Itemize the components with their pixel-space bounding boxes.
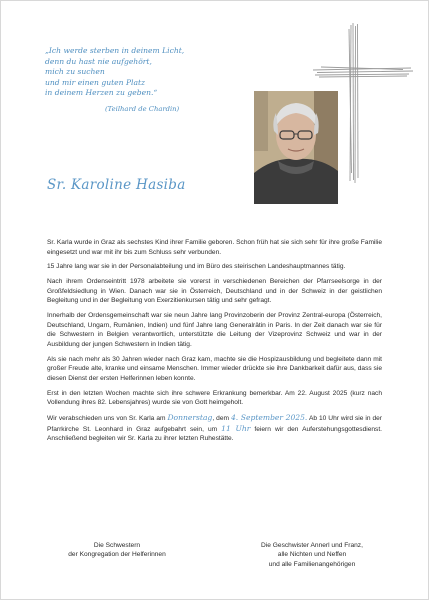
quote-author: (Teilhard de Chardin) [105,104,180,113]
farewell-text: , dem [212,415,231,423]
funeral-day: Donnerstag [167,413,213,423]
paragraph: Erst in den letzten Wochen machte sich ihre schwere Erkrankung bemerkbar. Am 22. August 2025 (kurz nach Vollendung ihres 82. Lebensjahres) wurde sie von Gott heimgeholt. [47,389,382,407]
farewell-text: feiern wir den Auferstehungsgottesdienst. Anschließend begleiten wir Sr. Karla zu ihrer letzten Ruhestätte. [47,425,383,443]
farewell-text: Ab 10 Uhr wird sie in der Pfarrkirche St. Leonhard in Graz aufgebahrt sein, um [47,415,382,433]
funeral-time: 11 Uhr [221,423,251,433]
signature-family [237,541,387,569]
portrait-photo [254,91,338,204]
signature-line: Die Schwestern [93,542,141,549]
funeral-date: 4. September 2025. [230,413,308,423]
signature-line: der Kongregation der Helferinnen [68,551,166,559]
paragraph: Als sie nach mehr als 30 Jahren wieder nach Graz kam, machte sie die Hospizausbildung und begleitete dann mit großer Freude alte, kranke und einsame Menschen. Immer wieder drückte sie ihre Dankbarkeit dafür aus, dass sie diesen Dienst der ersten Helferinnen leben konnte. [47,355,382,382]
quote-line: und mir einen guten Platz [45,77,146,87]
signature-line: alle Nichten und Neffen [277,551,347,559]
obituary-text [47,238,382,449]
paragraph: Nach ihrem Ordenseintritt 1978 arbeitete sie vorerst in verschiedenen Bereichen der Pfarrseelsorge in der Großfeldsiedlung in Wien. Danach war sie in Österreich, Deutschland und in der Schweiz in der geistlichen Begleitung und in der Begleitung von Exerzitienkursen tätig und sehr gefragt. [47,278,382,305]
quote-line: mich zu suchen [45,67,105,77]
deceased-name: Sr. Karoline Hasiba [47,177,186,193]
quote-line: in deinem Herzen zu geben.“ [45,88,158,98]
paragraph: 15 Jahre lang war sie in der Personalabteilung und im Büro des steirischen Landeshauptmannes tätig. [47,263,346,271]
farewell-paragraph [47,413,382,444]
farewell-text: Wir verabschieden uns von Sr. Karla am [47,415,168,423]
paragraph: Innerhalb der Ordensgemeinschaft war sie neun Jahre lang Provinzoberin der Provinz Zentral-europa (Österreich, Deutschland, Ungarn, Rumänien, Indien) und fünf Jahre lang Generalrätin in Paris. In der Zeit danach war sie für die Schwestern in Belgien verantwortlich, unterstützte die Leitung der Vizeprovinz Schweiz und war in der Ausbildung der jungen Schwestern in Indien tätig. [47,312,382,348]
quote-line: denn du hast nie aufgehört, [45,56,152,66]
signature-sisters [47,541,187,560]
portrait-image [254,91,338,204]
quote-line: „Ich werde sterben in deinem Licht, [45,46,185,55]
signature-line: Die Geschwister Annerl und Franz, [261,542,363,549]
signature-line: und alle Familienangehörigen [268,560,356,568]
quote-block [45,46,235,115]
paragraph: Sr. Karla wurde in Graz als sechstes Kind ihrer Familie geboren. Schon früh hat sie sich sehr für ihre große Familie eingesetzt und war mit ihr bis zum Schluss sehr verbunden. [47,239,382,256]
